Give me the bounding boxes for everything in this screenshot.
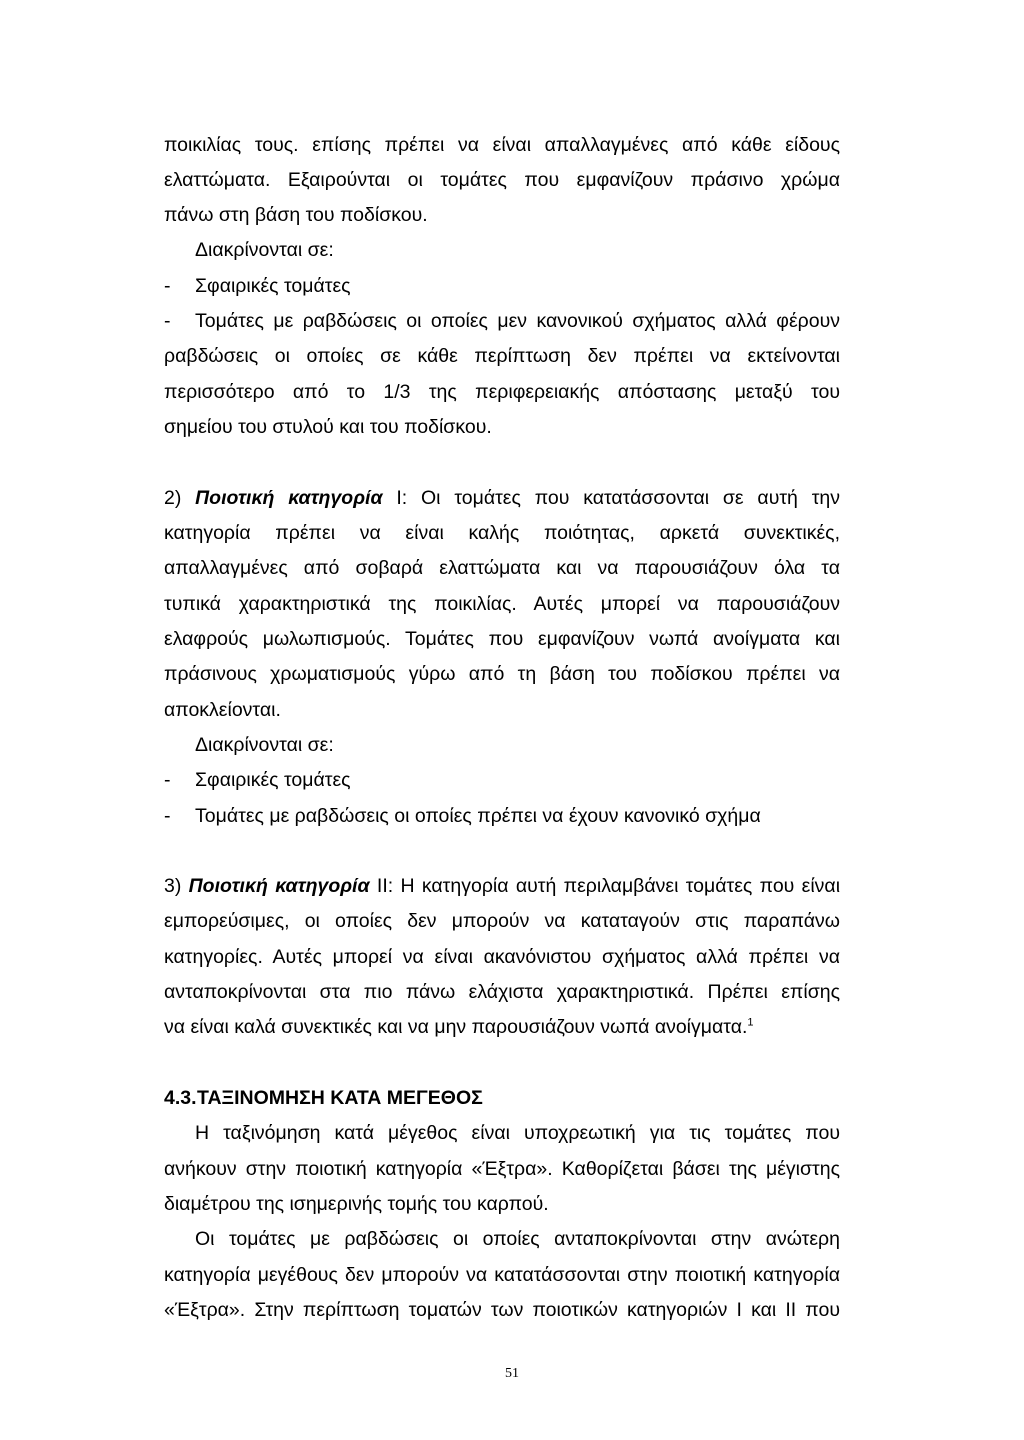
- text-line: αποκλείονται.: [164, 699, 281, 721]
- text-line: κατηγορία μεγέθους δεν μπορούν να κατατάσσονται στην ποιοτική κατηγορία: [164, 1264, 840, 1286]
- bullet-dash: -: [164, 769, 171, 791]
- text-line: ανταποκρίνονται στα πιο πάνω ελάχιστα χαρακτηριστικά. Πρέπει επίσης: [164, 981, 840, 1003]
- text-line: Οι τομάτες με ραβδώσεις οι οποίες ανταποκρίνονται στην ανώτερη: [195, 1228, 840, 1250]
- text-line: τυπικά χαρακτηριστικά της ποικιλίας. Αυτές μπορεί να παρουσιάζουν: [164, 593, 840, 615]
- bullet-dash: -: [164, 310, 171, 332]
- category-1-heading-line: [164, 486, 840, 510]
- text-line: διαμέτρου της ισημερινής τομής του καρπού.: [164, 1193, 549, 1215]
- text-line: κατηγορίες. Αυτές μπορεί να είναι ακανόνιστου σχήματος αλλά πρέπει να: [164, 946, 840, 968]
- category-2-heading-line: [164, 874, 840, 898]
- bullet-text: Τομάτες με ραβδώσεις οι οποίες πρέπει να έχουν κανονικό σχήμα: [195, 805, 761, 827]
- category-first-line: Οι τομάτες που κατατάσσονται σε αυτή την: [421, 487, 841, 509]
- text-line: απαλλαγμένες από σοβαρά ελαττώματα και να παρουσιάζουν όλα τα: [164, 557, 840, 579]
- category-title: Ποιοτική κατηγορία: [188, 875, 370, 897]
- category-first-line: Η κατηγορία αυτή περιλαμβάνει τομάτες που είναι: [400, 875, 841, 897]
- bullet-text: Σφαιρικές τομάτες: [195, 769, 351, 791]
- text-line: Η ταξινόμηση κατά μέγεθος είναι υποχρεωτική για τις τομάτες που: [195, 1122, 840, 1144]
- category-number: 3): [164, 875, 182, 897]
- page-number: 51: [505, 1366, 519, 1381]
- text-line: περισσότερο από το 1/3 της περιφερειακής απόστασης μεταξύ του: [164, 381, 840, 403]
- section-title: ΤΑΞΙΝΟΜΗΣΗ ΚΑΤΑ ΜΕΓΕΘΟΣ: [197, 1087, 483, 1109]
- text-line: ελαττώματα. Εξαιρούνται οι τομάτες που εμφανίζουν πράσινο χρώμα: [164, 169, 840, 191]
- text-line: κατηγορία πρέπει να είναι καλής ποιότητας, αρκετά συνεκτικές,: [164, 522, 840, 544]
- text-line: να είναι καλά συνεκτικές και να μην παρουσιάζουν νωπά ανοίγματα.: [164, 1016, 748, 1038]
- text-line: ποικιλίας τους. επίσης πρέπει να είναι απαλλαγμένες από κάθε είδους: [164, 134, 840, 156]
- text-line: πάνω στη βάση του ποδίσκου.: [164, 204, 428, 226]
- category-roman: II:: [376, 875, 394, 897]
- text-line: πράσινους χρωματισμούς γύρω από τη βάση του ποδίσκου πρέπει να: [164, 663, 840, 685]
- footnote-reference[interactable]: 1: [747, 1016, 754, 1029]
- distinguish-label: Διακρίνονται σε:: [195, 239, 334, 261]
- category-roman: I:: [396, 487, 408, 509]
- text-line: εμπορεύσιμες, οι οποίες δεν μπορούν να καταταγούν στις παραπάνω: [164, 910, 840, 932]
- text-line: ραβδώσεις οι οποίες σε κάθε περίπτωση δεν πρέπει να εκτείνονται: [164, 345, 840, 367]
- category-title: Ποιοτική κατηγορία: [195, 487, 383, 509]
- text-line: «Έξτρα». Στην περίπτωση τοματών των ποιοτικών κατηγοριών I και II που: [164, 1299, 840, 1321]
- bullet-dash: -: [164, 805, 171, 827]
- text-line-with-footnote: [164, 1015, 840, 1039]
- text-line: σημείου του στυλού και του ποδίσκου.: [164, 416, 492, 438]
- bullet-dash: -: [164, 275, 171, 297]
- bullet-text: Σφαιρικές τομάτες: [195, 275, 351, 297]
- text-line: ανήκουν στην ποιοτική κατηγορία «Έξτρα». Καθορίζεται βάσει της μέγιστης: [164, 1158, 840, 1180]
- bullet-text: Τομάτες με ραβδώσεις οι οποίες μεν κανονικού σχήματος αλλά φέρουν: [195, 310, 840, 332]
- section-number: 4.3.: [164, 1087, 197, 1109]
- text-line: ελαφρούς μωλωπισμούς. Τομάτες που εμφανίζουν νωπά ανοίγματα και: [164, 628, 840, 650]
- distinguish-label: Διακρίνονται σε:: [195, 734, 334, 756]
- category-number: 2): [164, 487, 182, 509]
